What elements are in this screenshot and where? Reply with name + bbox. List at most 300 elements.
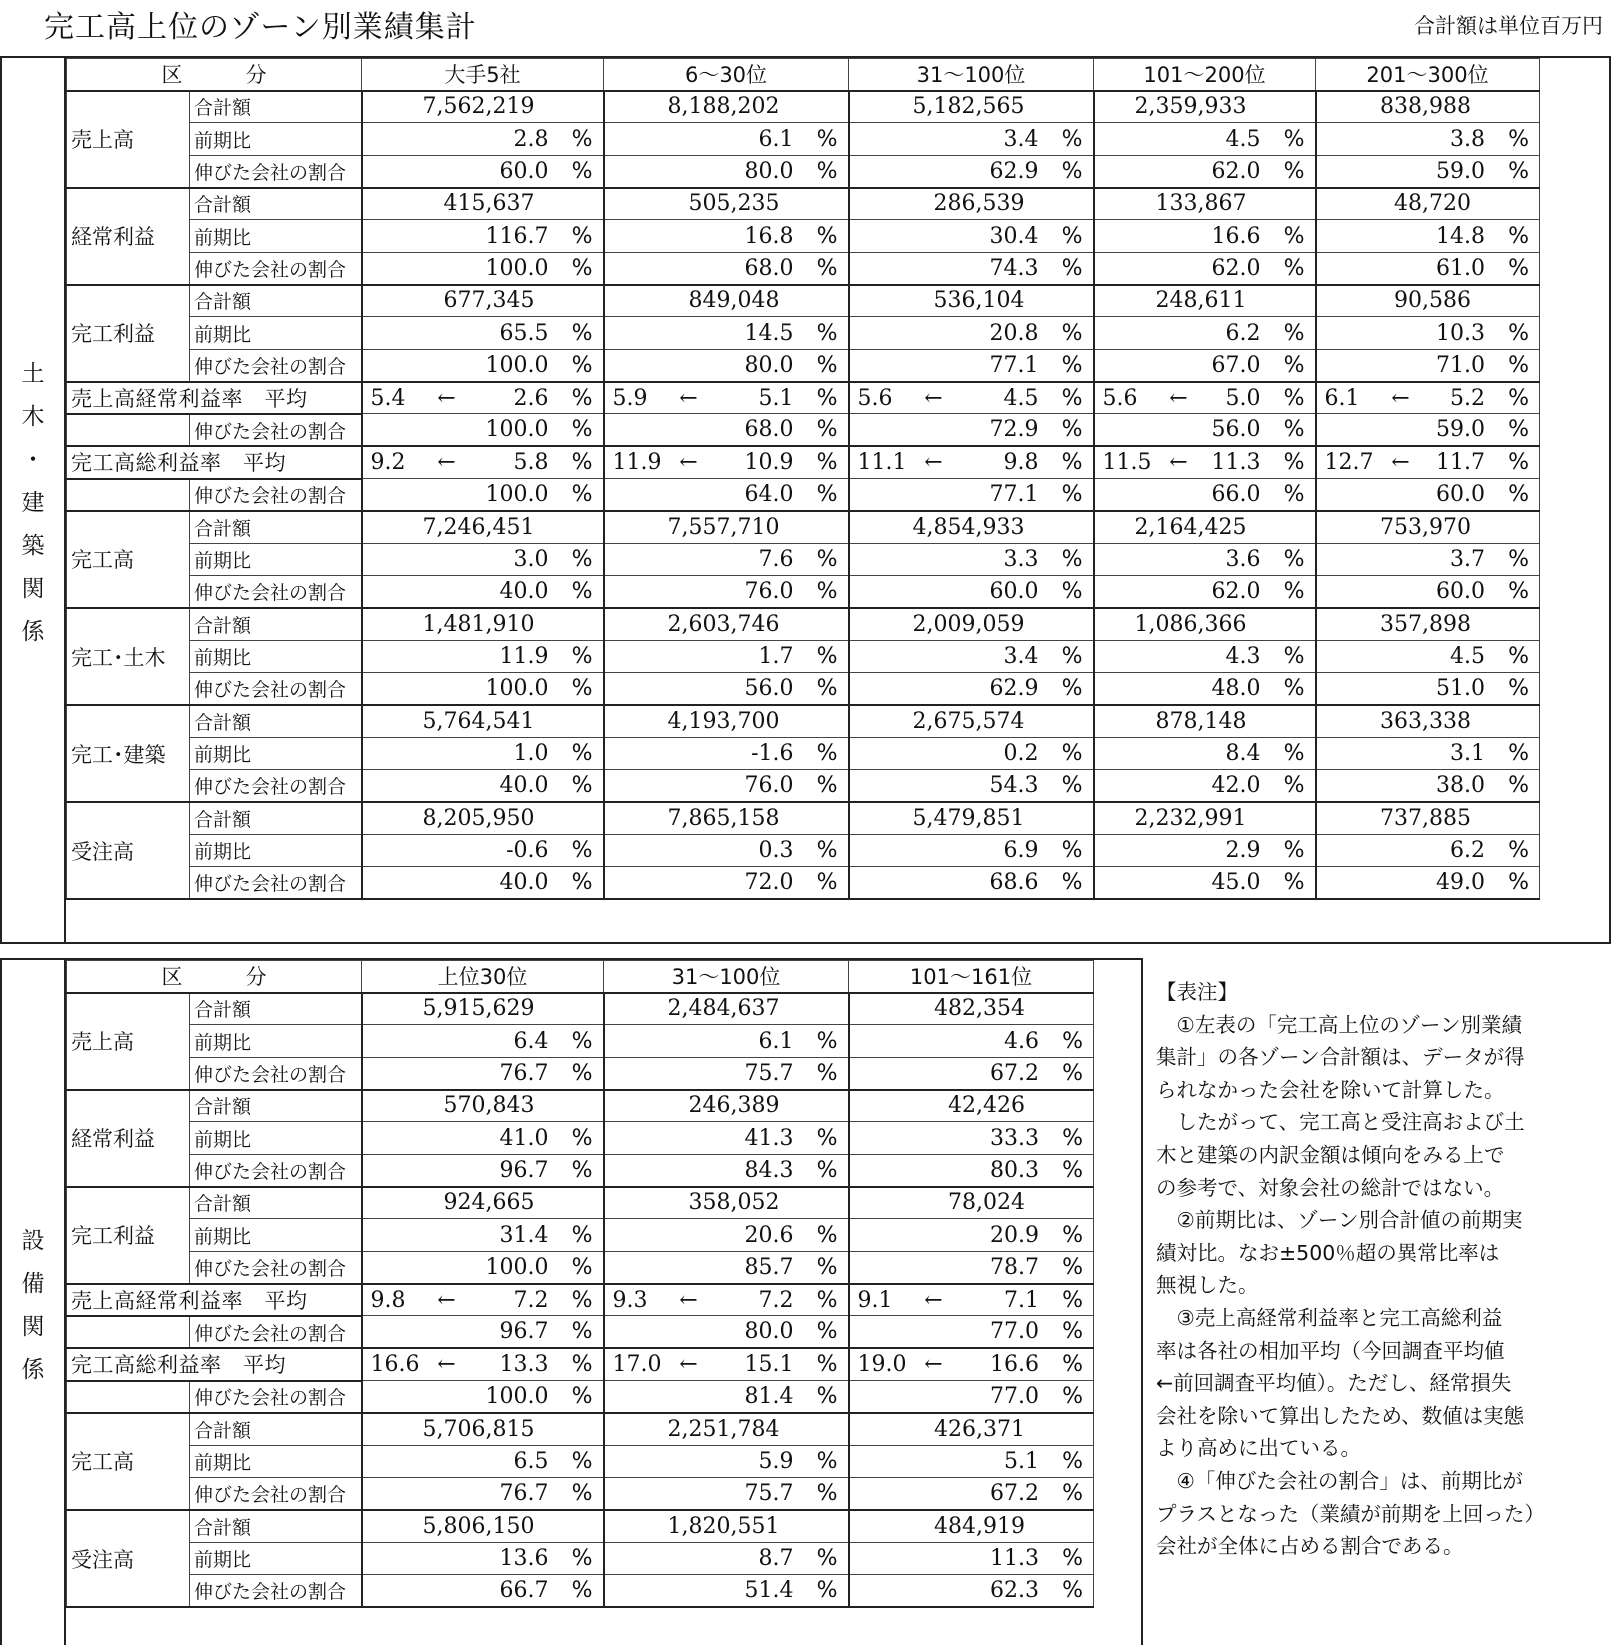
percent-sign: % (1508, 385, 1529, 411)
table-row (67, 317, 1540, 349)
total-amount: 248,611 (1155, 288, 1247, 314)
percent-sign: % (571, 1481, 593, 1507)
ratio-value: 56.0 (744, 676, 794, 702)
arrow-left-icon: ← (679, 450, 698, 476)
value-cell (604, 1381, 849, 1413)
value-cell (362, 1510, 604, 1542)
ratio-value: 6.1 (758, 1028, 794, 1054)
percent-sign: % (816, 1222, 838, 1248)
column-header: 大手5社 (362, 59, 604, 91)
value-cell (849, 1381, 1094, 1413)
column-header: 101～161位 (849, 961, 1094, 993)
row-sublabel: 伸びた会社の割合 (190, 252, 362, 284)
arrow-left-icon: ← (679, 1287, 698, 1313)
row-sublabel: 合計額 (190, 993, 362, 1025)
ratio-value: 2.8 (513, 126, 549, 152)
ratio-value: 100.0 (485, 417, 549, 443)
arrow-left-icon: ← (437, 1352, 456, 1378)
value-cell (849, 317, 1094, 349)
table-row (67, 576, 1540, 608)
value-cell (604, 1478, 849, 1510)
row-category: 経常利益 (67, 1090, 190, 1187)
percent-sign: % (816, 676, 838, 702)
table-row (67, 1251, 1094, 1283)
row-sublabel: 前期比 (190, 1025, 362, 1057)
arrow-left-icon: ← (1391, 385, 1410, 411)
ratio-value: 4.5 (1450, 644, 1485, 670)
row-sublabel: 合計額 (190, 1187, 362, 1219)
unit-note: 合計額は単位百万円 (1414, 14, 1603, 38)
value-cell (362, 91, 604, 123)
ratio-value: 1.7 (758, 644, 794, 670)
table-row (67, 1478, 1094, 1510)
arrow-left-icon: ← (924, 450, 943, 476)
row-sublabel: 前期比 (190, 123, 362, 155)
value-cell (604, 414, 849, 446)
total-amount: 8,205,950 (422, 805, 535, 831)
ratio-value: 5.1 (1004, 1448, 1039, 1474)
ratio-value: 6.4 (513, 1028, 549, 1054)
previous-average: 16.6 (990, 1352, 1039, 1378)
percent-sign: % (571, 579, 593, 605)
value-cell (849, 705, 1094, 737)
value-cell (1316, 446, 1540, 478)
ratio-value: 3.6 (1225, 546, 1261, 572)
percent-sign: % (816, 126, 838, 152)
ratio-value: 100.0 (485, 482, 549, 508)
ratio-value: 54.3 (989, 773, 1039, 799)
ratio-value: 8.4 (1225, 741, 1261, 767)
ratio-value: 6.2 (1450, 838, 1485, 864)
ratio-value: 84.3 (744, 1157, 794, 1183)
value-cell (362, 1025, 604, 1057)
ratio-value: 56.0 (1211, 417, 1261, 443)
value-cell (604, 1090, 849, 1122)
header-row (67, 59, 1540, 91)
current-average: 6.1 (1324, 385, 1360, 411)
value-cell (604, 252, 849, 284)
current-average: 11.9 (612, 450, 662, 476)
total-amount: 924,665 (443, 1190, 535, 1216)
current-average: 11.1 (857, 450, 907, 476)
ratio-value: 40.0 (499, 773, 549, 799)
value-cell (849, 349, 1094, 381)
ratio-value: 62.0 (1211, 158, 1261, 184)
value-cell (1094, 834, 1316, 866)
arrow-left-icon: ← (924, 1352, 943, 1378)
value-cell (849, 640, 1094, 672)
equipment-table-panel (0, 958, 1143, 1645)
value-cell (604, 770, 849, 802)
value-cell (362, 285, 604, 317)
ratio-value: 3.3 (1003, 546, 1039, 572)
percent-sign: % (1283, 579, 1305, 605)
value-cell (1316, 123, 1540, 155)
total-amount: 2,164,425 (1134, 514, 1247, 540)
value-cell (604, 1025, 849, 1057)
total-amount: 5,182,565 (912, 94, 1025, 120)
value-cell (1316, 91, 1540, 123)
ratio-value: 30.4 (989, 223, 1039, 249)
note-line: 率は各社の相加平均（今回調査平均値 (1156, 1338, 1505, 1363)
ratio-value: 0.3 (758, 838, 794, 864)
total-amount: 8,188,202 (667, 94, 780, 120)
percent-sign: % (571, 1254, 593, 1280)
note-line: られなかった会社を除いて計算した。 (1156, 1077, 1505, 1102)
percent-sign: % (816, 870, 838, 896)
note-line: プラスとなった（業績が前期を上回った） (1156, 1501, 1545, 1526)
column-header: 31～100位 (604, 961, 849, 993)
percent-sign: % (571, 255, 593, 281)
value-cell (604, 543, 849, 575)
percent-sign: % (1061, 579, 1083, 605)
percent-sign: % (571, 1222, 593, 1248)
table-row (67, 1090, 1094, 1122)
note-line: 無視した。 (1156, 1273, 1259, 1298)
percent-sign: % (1061, 741, 1083, 767)
arrow-left-icon: ← (437, 385, 456, 411)
value-cell (849, 802, 1094, 834)
table-row (67, 1122, 1094, 1154)
percent-sign: % (1508, 644, 1529, 670)
ratio-value: 68.0 (744, 417, 794, 443)
previous-average: 7.1 (1004, 1287, 1039, 1313)
percent-sign: % (1061, 870, 1083, 896)
ratio-value: 40.0 (499, 870, 549, 896)
percent-sign: % (1283, 773, 1305, 799)
ratio-value: 1.0 (513, 741, 549, 767)
percent-sign: % (1283, 158, 1305, 184)
percent-sign: % (1061, 546, 1083, 572)
value-cell (362, 770, 604, 802)
note-line: ④「伸びた会社の割合」は、前期比が (1156, 1468, 1523, 1493)
percent-sign: % (1061, 158, 1083, 184)
percent-sign: % (1062, 1028, 1083, 1054)
arrow-left-icon: ← (1169, 450, 1188, 476)
percent-sign: % (571, 1287, 593, 1313)
value-cell (362, 317, 604, 349)
ratio-value: 59.0 (1436, 158, 1485, 184)
table-row (67, 673, 1540, 705)
total-amount: 358,052 (688, 1190, 780, 1216)
percent-sign: % (816, 320, 838, 346)
ratio-value: 3.7 (1450, 546, 1485, 572)
total-amount: 48,720 (1394, 191, 1471, 217)
current-average: 12.7 (1324, 450, 1374, 476)
value-cell (1316, 349, 1540, 381)
total-amount: 78,024 (948, 1190, 1025, 1216)
row-sublabel: 前期比 (190, 1219, 362, 1251)
value-cell (849, 1057, 1094, 1089)
ratio-value: 59.0 (1436, 417, 1485, 443)
table-row (67, 1316, 1094, 1348)
value-cell (362, 993, 604, 1025)
ratio-value: 3.8 (1450, 126, 1485, 152)
value-cell (362, 1122, 604, 1154)
percent-sign: % (571, 1028, 593, 1054)
ratio-value: 41.3 (744, 1125, 794, 1151)
percent-sign: % (1061, 450, 1083, 476)
ratio-value: 4.5 (1225, 126, 1261, 152)
table-row (67, 1348, 1094, 1380)
value-cell (849, 1090, 1094, 1122)
value-cell (1316, 802, 1540, 834)
previous-average: 11.7 (1436, 450, 1485, 476)
row-sublabel: 伸びた会社の割合 (190, 479, 362, 511)
value-cell (1316, 705, 1540, 737)
row-sublabel: 伸びた会社の割合 (190, 867, 362, 899)
value-cell (604, 1575, 849, 1607)
row-sublabel: 伸びた会社の割合 (190, 1057, 362, 1089)
value-cell (362, 1284, 604, 1316)
row-category: 完工利益 (67, 285, 190, 382)
ratio-value: 3.4 (1003, 126, 1039, 152)
value-cell (1316, 834, 1540, 866)
ratio-value: 60.0 (989, 579, 1039, 605)
percent-sign: % (816, 255, 838, 281)
percent-sign: % (1062, 1384, 1083, 1410)
value-cell (362, 446, 604, 478)
value-cell (604, 1122, 849, 1154)
value-cell (1094, 188, 1316, 220)
ratio-value: 16.8 (744, 223, 794, 249)
column-header: 201～300位 (1316, 59, 1540, 91)
row-category: 受注高 (67, 802, 190, 899)
value-cell (362, 673, 604, 705)
value-cell (1094, 737, 1316, 769)
percent-sign: % (816, 158, 838, 184)
table-row (67, 1284, 1094, 1316)
percent-sign: % (571, 417, 593, 443)
table-row (67, 155, 1540, 187)
value-cell (604, 155, 849, 187)
percent-sign: % (1508, 870, 1529, 896)
note-line: ←前回調査平均値）。ただし、経常損失 (1156, 1371, 1512, 1396)
table-row (67, 1413, 1094, 1445)
value-cell (1316, 737, 1540, 769)
table-row (67, 1381, 1094, 1413)
equipment-table (66, 960, 1094, 1608)
value-cell (849, 576, 1094, 608)
value-cell (362, 1445, 604, 1477)
table-row (67, 91, 1540, 123)
value-cell (849, 1122, 1094, 1154)
value-cell (1316, 608, 1540, 640)
row-sublabel: 前期比 (190, 737, 362, 769)
value-cell (849, 1510, 1094, 1542)
table-notes (1156, 976, 1604, 1563)
side-label-civil (2, 58, 66, 942)
row-category: 完工･土木 (67, 608, 190, 705)
note-line: 績対比。なお±500％超の異常比率は (1156, 1240, 1500, 1265)
total-amount: 4,854,933 (912, 514, 1025, 540)
value-cell (1316, 414, 1540, 446)
value-cell (849, 1316, 1094, 1348)
side-label-char: ・ (21, 446, 45, 473)
side-label-char: 関 (21, 1313, 45, 1340)
total-amount: 90,586 (1394, 288, 1471, 314)
ratio-value: 62.3 (990, 1578, 1039, 1604)
row-category: 完工高 (67, 511, 190, 608)
value-cell (1316, 317, 1540, 349)
row-sublabel: 合計額 (190, 511, 362, 543)
value-cell (362, 867, 604, 899)
current-average: 5.6 (857, 385, 893, 411)
percent-sign: % (1062, 1546, 1083, 1572)
value-cell (604, 91, 849, 123)
value-cell (362, 1575, 604, 1607)
note-line: より高めに出ている。 (1156, 1436, 1361, 1461)
arrow-left-icon: ← (924, 1287, 943, 1313)
side-label-char: 係 (21, 618, 45, 645)
percent-sign: % (571, 450, 593, 476)
value-cell (849, 155, 1094, 187)
row-sublabel: 合計額 (190, 802, 362, 834)
table-row (67, 802, 1540, 834)
value-cell (604, 1219, 849, 1251)
value-cell (1316, 285, 1540, 317)
ratio-value: 72.0 (744, 870, 794, 896)
column-header: 31～100位 (849, 59, 1094, 91)
row-sublabel: 伸びた会社の割合 (190, 1316, 362, 1348)
side-label-char: 建 (21, 489, 45, 516)
ratio-value: 80.3 (990, 1157, 1039, 1183)
row-sublabel: 前期比 (190, 543, 362, 575)
previous-average: 13.3 (499, 1352, 549, 1378)
arrow-left-icon: ← (437, 450, 456, 476)
ratio-value: 0.2 (1003, 741, 1039, 767)
value-cell (604, 867, 849, 899)
value-cell (604, 673, 849, 705)
ratio-value: 65.5 (499, 320, 549, 346)
percent-sign: % (1508, 838, 1529, 864)
note-line: 木と建築の内訳金額は傾向をみる上で (1156, 1142, 1505, 1167)
row-sublabel: 前期比 (190, 1122, 362, 1154)
value-cell (604, 1251, 849, 1283)
ratio-value: 14.5 (744, 320, 794, 346)
value-cell (1094, 91, 1316, 123)
percent-sign: % (571, 870, 593, 896)
value-cell (362, 1542, 604, 1574)
row-sublabel: 合計額 (190, 91, 362, 123)
value-cell (849, 188, 1094, 220)
value-cell (849, 414, 1094, 446)
total-amount: 5,915,629 (422, 996, 535, 1022)
row-sublabel: 前期比 (190, 317, 362, 349)
previous-average: 15.1 (744, 1352, 794, 1378)
value-cell (849, 993, 1094, 1025)
ratio-value: 14.8 (1436, 223, 1485, 249)
previous-average: 5.0 (1225, 385, 1261, 411)
percent-sign: % (1508, 676, 1529, 702)
row-category: 経常利益 (67, 188, 190, 285)
value-cell (604, 1316, 849, 1348)
percent-sign: % (1061, 417, 1083, 443)
total-amount: 482,354 (934, 996, 1025, 1022)
table-row (67, 349, 1540, 381)
value-cell (362, 349, 604, 381)
percent-sign: % (1061, 644, 1083, 670)
value-cell (362, 511, 604, 543)
value-cell (849, 608, 1094, 640)
row-category: 完工高総利益率 平均 (67, 446, 362, 478)
value-cell (849, 1413, 1094, 1445)
value-cell (849, 91, 1094, 123)
row-category: 完工高 (67, 1413, 190, 1510)
civil-construction-table-panel (0, 56, 1611, 944)
value-cell (604, 511, 849, 543)
row-sublabel: 伸びた会社の割合 (190, 1251, 362, 1283)
total-amount: 357,898 (1380, 611, 1471, 637)
row-category-blank (67, 414, 190, 446)
note-line: の参考で、対象会社の総計ではない。 (1156, 1175, 1505, 1200)
percent-sign: % (571, 1319, 593, 1345)
value-cell (1316, 867, 1540, 899)
percent-sign: % (1508, 223, 1529, 249)
ratio-value: 76.0 (744, 773, 794, 799)
value-cell (362, 220, 604, 252)
total-amount: 7,246,451 (422, 514, 535, 540)
total-amount: 1,481,910 (422, 611, 535, 637)
arrow-left-icon: ← (679, 1352, 698, 1378)
ratio-value: 80.0 (744, 352, 794, 378)
total-amount: 42,426 (948, 1093, 1025, 1119)
value-cell (604, 382, 849, 414)
notes-body (1156, 1009, 1604, 1563)
ratio-value: 96.7 (499, 1319, 549, 1345)
previous-average: 7.2 (758, 1287, 794, 1313)
percent-sign: % (571, 320, 593, 346)
value-cell (1094, 123, 1316, 155)
value-cell (362, 834, 604, 866)
column-header: 6～30位 (604, 59, 849, 91)
header-division: 区 分 (67, 961, 362, 993)
row-category: 受注高 (67, 1510, 190, 1607)
ratio-value: 40.0 (499, 579, 549, 605)
percent-sign: % (1283, 417, 1305, 443)
value-cell (362, 608, 604, 640)
percent-sign: % (1508, 126, 1529, 152)
row-sublabel: 合計額 (190, 1090, 362, 1122)
current-average: 5.9 (612, 385, 648, 411)
value-cell (849, 673, 1094, 705)
row-sublabel: 伸びた会社の割合 (190, 1381, 362, 1413)
value-cell (849, 1284, 1094, 1316)
percent-sign: % (816, 1125, 838, 1151)
table-row (67, 511, 1540, 543)
row-sublabel: 伸びた会社の割合 (190, 349, 362, 381)
percent-sign: % (816, 1352, 838, 1378)
total-amount: 2,675,574 (912, 708, 1025, 734)
ratio-value: 8.7 (758, 1546, 794, 1572)
percent-sign: % (1062, 1157, 1083, 1183)
table-row (67, 1025, 1094, 1057)
row-sublabel: 伸びた会社の割合 (190, 673, 362, 705)
percent-sign: % (816, 1448, 838, 1474)
value-cell (849, 770, 1094, 802)
value-cell (604, 1348, 849, 1380)
row-sublabel: 合計額 (190, 1510, 362, 1542)
percent-sign: % (1061, 352, 1083, 378)
value-cell (1094, 867, 1316, 899)
current-average: 9.2 (370, 450, 406, 476)
value-cell (849, 1251, 1094, 1283)
percent-sign: % (816, 352, 838, 378)
note-line: 会社を除いて算出したため、数値は実態 (1156, 1403, 1525, 1428)
side-label-char: 木 (21, 403, 45, 430)
note-line: ②前期比は、ゾーン別合計値の前期実 (1156, 1208, 1523, 1233)
value-cell (1094, 382, 1316, 414)
